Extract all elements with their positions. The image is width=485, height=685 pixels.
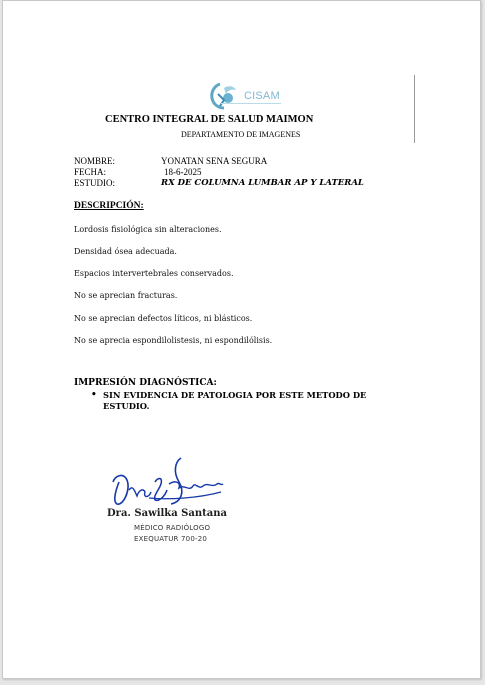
institution-name: CENTRO INTEGRAL DE SALUD MAIMON [105,114,314,125]
logo-tagline-icon [221,102,281,105]
finding-item: Densidad ósea adecuada. [74,247,177,256]
impression-title: IMPRESIÓN DIAGNÓSTICA: [74,378,217,388]
description-title: DESCRIPCIÓN: [74,201,144,211]
finding-item: No se aprecian defectos líticos, ni blásticos. [74,314,253,323]
impression-item: SIN EVIDENCIA DE PATOLOGIA POR ESTE METODO DE ESTUDIO. [103,390,367,411]
finding-item: No se aprecia espondilolistesis, ni espondilólisis. [74,336,273,345]
date-label: FECHA: [74,167,107,177]
patient-name-value: YONATAN SENA SEGURA [161,156,268,166]
finding-item: Lordosis fisiológica sin alteraciones. [74,225,222,234]
header-divider [414,75,415,143]
bullet-icon: • [91,390,97,400]
finding-item: No se aprecian fracturas. [74,291,178,300]
study-label: ESTUDIO: [74,178,115,188]
document-page [2,0,481,679]
department-name: DEPARTAMENTO DE IMAGENES [181,130,301,139]
patient-name-label: NOMBRE: [74,156,116,166]
date-value: 18-6-2025 [164,167,202,177]
doctor-name: Dra. Sawilka Santana [107,508,227,519]
cisam-logo [206,80,286,112]
study-value: RX DE COLUMNA LUMBAR AP Y LATERAL [161,178,364,188]
finding-item: Espacios intervertebrales conservados. [74,269,234,278]
logo-emblem-icon [206,80,246,112]
logo-text: CISAM [244,90,280,102]
doctor-role: MÉDICO RADIÓLOGO [134,524,211,532]
handwritten-signature [109,452,229,510]
doctor-license: EXEQUATUR 700-20 [134,535,208,543]
